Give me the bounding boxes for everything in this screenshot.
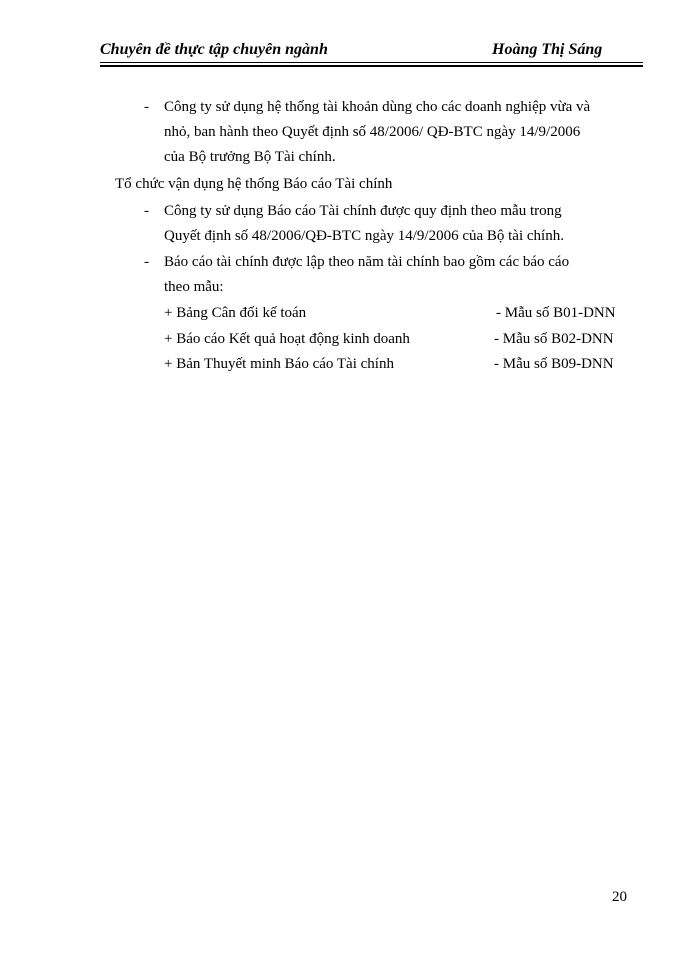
report-name: + Bản Thuyết minh Báo cáo Tài chính [164, 356, 394, 372]
report-form: - Mẫu số B09-DNN [494, 356, 614, 372]
bullet-dash: - [144, 254, 149, 270]
report-name: + Báo cáo Kết quả hoạt động kinh doanh [164, 331, 410, 347]
report-name: + Bảng Cân đối kế toán [164, 305, 307, 321]
bullet-dash: - [144, 99, 149, 115]
item2-line2: Quyết định số 48/2006/QĐ-BTC ngày 14/9/2006 của Bộ tài chính. [164, 228, 564, 244]
document-title: Chuyên đề thực tập chuyên ngành [100, 41, 328, 58]
header-rule-thick [100, 65, 643, 67]
author-name: Hoàng Thị Sáng [492, 41, 603, 58]
item3-line1: Báo cáo tài chính được lập theo năm tài chính bao gồm các báo cáo [164, 254, 570, 270]
report-form: - Mẫu số B01-DNN [496, 305, 616, 321]
page-number: 20 [612, 889, 627, 905]
item1-line1: Công ty sử dụng hệ thống tài khoản dùng cho các doanh nghiệp vừa và [164, 99, 591, 115]
header-rule-thin [100, 62, 643, 63]
item3-line2: theo mẫu: [164, 279, 224, 295]
item2-line1: Công ty sử dụng Báo cáo Tài chính được quy định theo mẫu trong [164, 203, 562, 219]
report-form: - Mẫu số B02-DNN [494, 331, 614, 347]
item1-line3: của Bộ trưởng Bộ Tài chính. [164, 149, 336, 165]
page-header [100, 40, 643, 60]
item1-line2: nhỏ, ban hành theo Quyết định số 48/2006/ QĐ-BTC ngày 14/9/2006 [164, 124, 581, 140]
section-heading: Tổ chức vận dụng hệ thống Báo cáo Tài chính [115, 176, 393, 192]
bullet-dash: - [144, 203, 149, 219]
